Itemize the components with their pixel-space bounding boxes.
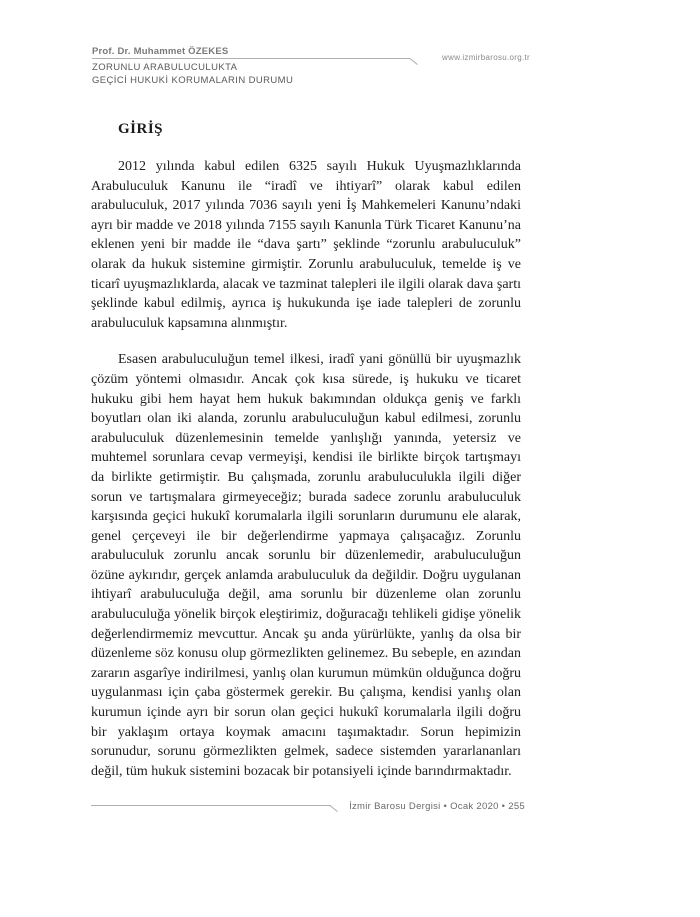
footer-rule bbox=[91, 805, 331, 806]
footer-journal-info: İzmir Barosu Dergisi • Ocak 2020 • 255 bbox=[349, 801, 525, 812]
running-footer bbox=[91, 796, 525, 820]
header-rule bbox=[92, 58, 410, 59]
paragraph: 2012 yılında kabul edilen 6325 sayılı Hukuk Uyuşmazlıklarında Arabuluculuk Kanunu ile “iradî ve ihtiyarî” olarak kabul edilen arabuluculuk, 2017 yılında 7036 sayılı yeni İş Mahkemeleri Kanunu’ndaki ayrı bir madde ve 2018 yılında 7155 sayılı Kanunla Türk Ticaret Kanunu’na eklenen yeni bir madde ile “dava şartı” şeklinde “zorunlu arabuluculuk” olarak da hukuk sistemine girmiştir. Zorunlu arabuluculuk, temelde iş ve ticarî uyuşmazlıklarda, alacak ve tazminat talepleri ile ilgili olarak dava şartı şeklinde kabul edilmiş, ayrıca iş hukukunda işe iade talepleri de zorunlu arabuluculuk kapsamına alınmıştır. bbox=[91, 159, 521, 331]
article-topic-line-1: ZORUNLU ARABULUCULUKTA bbox=[92, 62, 238, 73]
article-topic-line-2: GEÇİCİ HUKUKİ KORUMALARIN DURUMU bbox=[92, 74, 294, 86]
section-heading: GİRİŞ bbox=[118, 121, 164, 137]
author-name: Prof. Dr. Muhammet ÖZEKES bbox=[92, 46, 229, 57]
body-text bbox=[91, 157, 521, 781]
running-header bbox=[92, 46, 532, 96]
paragraph: Esasen arabuluculuğun temel ilkesi, iradî yani gönüllü bir uyuşmazlık çözüm yöntemi olmasıdır. Ancak çok kısa sürede, iş hukuku ve ticaret hukuku gibi hem hayat hem hukuk bakımından oldukça geniş ve farklı boyutları olan iki alanda, zorunlu arabuluculuğun kabul edilmesi, zorunlu arabuluculuk düzenlemesinin temelde yanlışlığı yanında, yetersiz ve muhtemel sorunlara cevap vermeyişi, kendisi ile birlikte birçok tartışmayı da birlikte getirmiştir. Bu çalışmada, zorunlu arabuluculukla ilgili diğer sorun ve tartışmalara girmeyeceğiz; burada sadece zorunlu arabuluculuk karşısında geçici hukukî korumalarla ilgili sorunların durumunu ele alarak, genel çerçeveyi ile bir değerlendirme yapmaya çalışacağız. Zorunlu arabuluculuk zorunlu ancak sorunlu bir düzenlemedir, arabuluculuğun özüne aykırıdır, gerçek anlamda arabuluculuk da değildir. Doğru uygulanan ihtiyarî arabuluculuğa değil, ama sorunlu bir düzenleme olan zorunlu arabuluculuğa yönelik birçok eleştirimiz, doğuracağı tehlikeli gidişe yönelik değerlendirmemiz mevcuttur. Ancak şu anda yürürlükte, yanlış da olsa bir düzenleme söz konusu olup görmezlikten gelinemez. Bu sebeple, en azından zararın asgarîye indirilmesi, yanlış olan kurumun mümkün olduğunca doğru uygulanması için çaba göstermek gerekir. Bu çalışma, kendisi yanlış olan kurumun içinde ayrı bir sorun olan geçici hukukî korumalarla ilgili doğru bir yaklaşım ortaya koymak amacını taşımaktadır. Sorun hepimizin sorunudur, sorunu görmezlikten gelmek, sadece sistemden yararlananları değil, tüm hukuk sistemini bozacak bir potansiyeli içinde barındırmaktadır. bbox=[91, 352, 521, 779]
journal-website: www.izmirbarosu.org.tr bbox=[442, 53, 530, 62]
article-topic bbox=[92, 62, 293, 87]
